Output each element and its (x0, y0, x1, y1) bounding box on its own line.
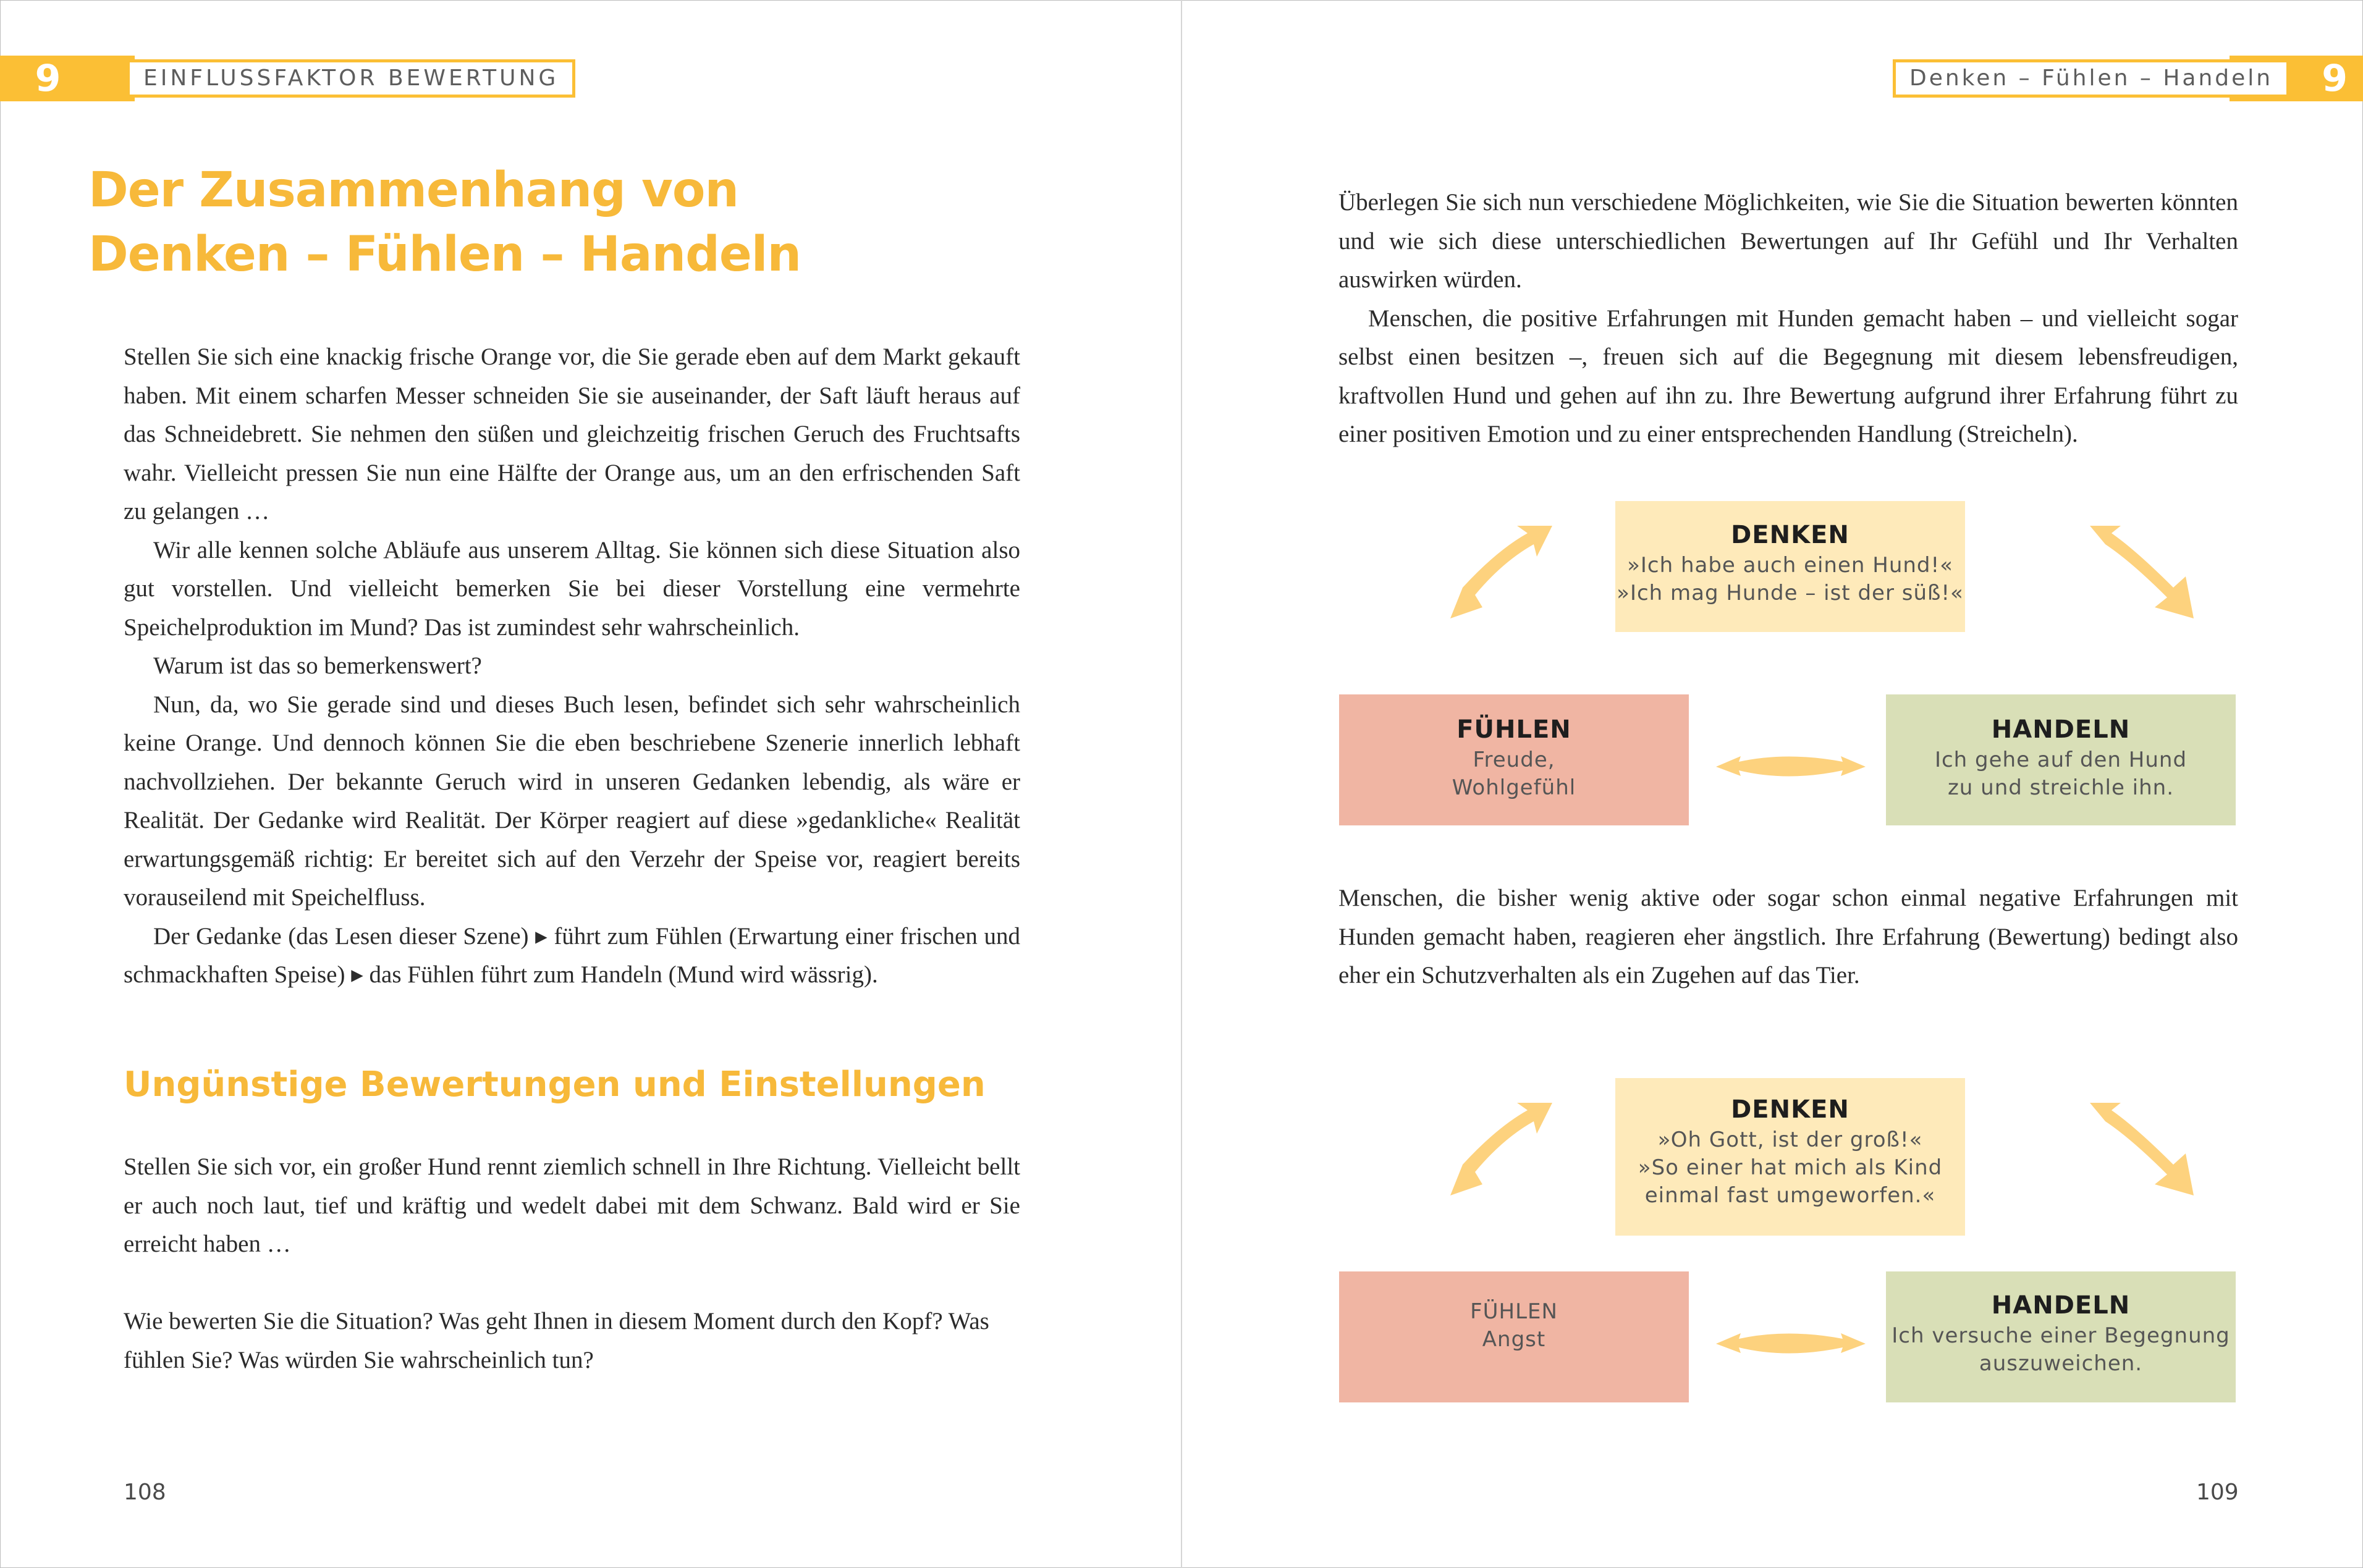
right-running-header (1893, 56, 2362, 101)
box-title: HANDELN (1991, 1291, 2131, 1320)
arrow-denken-handeln (2090, 526, 2194, 618)
paragraph: Menschen, die bisher wenig aktive oder sogar schon einmal negative Erfahrungen mit Hunden gemacht haben, reagieren eher ängstlich. Ihre Erfahrung (Bewertung) bedingt also eher ein Schutzverhalten als ein Zugehen auf das Tier. (1338, 885, 2238, 988)
body-text-right-negative (1338, 879, 2238, 995)
left-running-header (0, 56, 575, 101)
box-handeln (1886, 694, 2236, 825)
arrow-fuehlen-handeln (1716, 1333, 1866, 1354)
body-text-dog (124, 1148, 1020, 1264)
box-text-line: zu und streichle ihn. (1947, 775, 2175, 800)
paragraph: Wir alle kennen solche Abläufe aus unserem Alltag. Sie können sich diese Situation also gut vorstellen. Und vielleicht bemerken Sie bei dieser Vorstellung eine vermehrte Speichelproduktion im Mund? Das ist zumindest sehr wahrscheinlich. (124, 536, 1020, 641)
box-text-line: einmal fast umgeworfen.« (1644, 1183, 1936, 1208)
box-text-line: Ich versuche einer Begegnung (1892, 1323, 2230, 1348)
paragraph: Überlegen Sie sich nun verschiedene Möglichkeiten, wie Sie die Situation bewerten könnten und wie sich diese unterschiedlichen Bewertungen auf Ihr Gefühl und Ihr Verhalten auswirken würden. (1338, 189, 2238, 293)
paragraph: Stellen Sie sich vor, ein großer Hund rennt ziemlich schnell in Ihre Richtung. Vielleicht bellt er auch noch laut, tief und kräftig und wedelt dabei mit dem Schwanz. Bald wird er Sie erreicht haben … (124, 1153, 1020, 1257)
paragraph: Nun, da, wo Sie gerade sind und dieses Buch lesen, befindet sich sehr wahrscheinlich keine Orange. Und dennoch können Sie die eben beschriebene Szenerie innerlich lebhaft nachvollziehen. Der bekannte Geruch wird in unseren Gedanken lebendig, als wäre er Realität. Der Gedanke wird Realität. Der Körper reagiert auf diese »gedankliche« Realität erwartungsgemäß richtig: Er bereitet sich auf den Verzehr der Speise vor, reagiert bereits vorauseilend mit Speichelfluss. (124, 691, 1020, 911)
arrow-denken-fuehlen (1450, 1103, 1552, 1195)
arrow-denken-handeln (2090, 1103, 2194, 1195)
box-title: FÜHLEN (1456, 715, 1571, 744)
box-fuehlen (1339, 694, 1689, 825)
box-text-line: »Oh Gott, ist der groß!« (1657, 1128, 1923, 1152)
box-text-line: »So einer hat mich als Kind (1638, 1155, 1943, 1180)
diagram-negative (1339, 1078, 2236, 1402)
body-text-intro (124, 338, 1020, 995)
paragraph: Stellen Sie sich eine knackig frische Orange vor, die Sie gerade eben auf dem Markt gekauft haben. Mit einem scharfen Messer schneiden Sie sie auseinander, der Saft läuft heraus auf das Schneidebrett. Sie nehmen den süßen und gleichzeitig frischen Geruch des Fruchtsafts wahr. Vielleicht pressen Sie nun eine Hälfte der Orange aus, um an den erfrischenden Saft zu gelangen … (124, 344, 1020, 525)
body-text-question (124, 1302, 1020, 1380)
box-text-line: Wohlgefühl (1452, 775, 1576, 800)
page-title-line-1: Der Zusammenhang von (88, 162, 739, 218)
chapter-title: EINFLUSSFAKTOR BEWERTUNG (127, 59, 575, 98)
box-text-line: Freude, (1473, 748, 1555, 772)
box-title: DENKEN (1731, 521, 1849, 549)
box-text-line: »Ich mag Hunde – ist der süß!« (1617, 581, 1964, 605)
page-title-line-2: Denken – Fühlen – Handeln (88, 227, 801, 282)
box-text-line: »Ich habe auch einen Hund!« (1627, 553, 1953, 578)
paragraph: Der Gedanke (das Lesen dieser Szene) ▸ führt zum Fühlen (Erwartung einer frischen und schmackhaften Speise) ▸ das Fühlen führt zum Handeln (Mund wird wässrig). (124, 922, 1020, 988)
box-text-line: Angst (1482, 1327, 1546, 1352)
page-title (88, 158, 1015, 287)
box-denken (1615, 1078, 1965, 1236)
box-title: HANDELN (1991, 715, 2131, 744)
diagram-positive (1339, 501, 2236, 825)
page-number-left: 108 (124, 1480, 166, 1505)
arrow-fuehlen-handeln (1716, 756, 1866, 777)
box-handeln (1886, 1271, 2236, 1402)
chapter-number: 9 (35, 57, 61, 100)
body-text-right-intro (1338, 183, 2238, 454)
paragraph: Wie bewerten Sie die Situation? Was geht Ihnen in diesem Moment durch den Kopf? Was fühlen Sie? Was würden Sie wahrscheinlich tun? (124, 1308, 989, 1373)
box-fuehlen (1339, 1271, 1689, 1402)
paragraph: Warum ist das so bemerkenswert? (153, 652, 482, 679)
page-number-right: 109 (2196, 1480, 2239, 1505)
running-title: Denken – Fühlen – Handeln (1893, 59, 2289, 98)
box-text-line: Ich gehe auf den Hund (1934, 748, 2188, 772)
box-denken (1615, 501, 1965, 632)
section-subheading: Ungünstige Bewertungen und Einstellungen (124, 1064, 986, 1105)
box-title: DENKEN (1731, 1095, 1849, 1124)
box-text-line: auszuweichen. (1979, 1351, 2143, 1376)
box-title: FÜHLEN (1470, 1299, 1558, 1324)
chapter-number: 9 (2322, 57, 2348, 100)
paragraph: Menschen, die positive Erfahrungen mit Hunden gemacht haben – und vielleicht sogar selbst einen besitzen –, freuen sich auf die Begegnung mit diesem lebensfreudigen, kraftvollen Hund und gehen auf ihn zu. Ihre Bewertung aufgrund ihrer Erfahrung führt zu einer positiven Emotion und zu einer entsprechenden Handlung (Streicheln). (1338, 305, 2238, 447)
arrow-denken-fuehlen (1450, 526, 1552, 618)
book-gutter (1181, 0, 1182, 1568)
